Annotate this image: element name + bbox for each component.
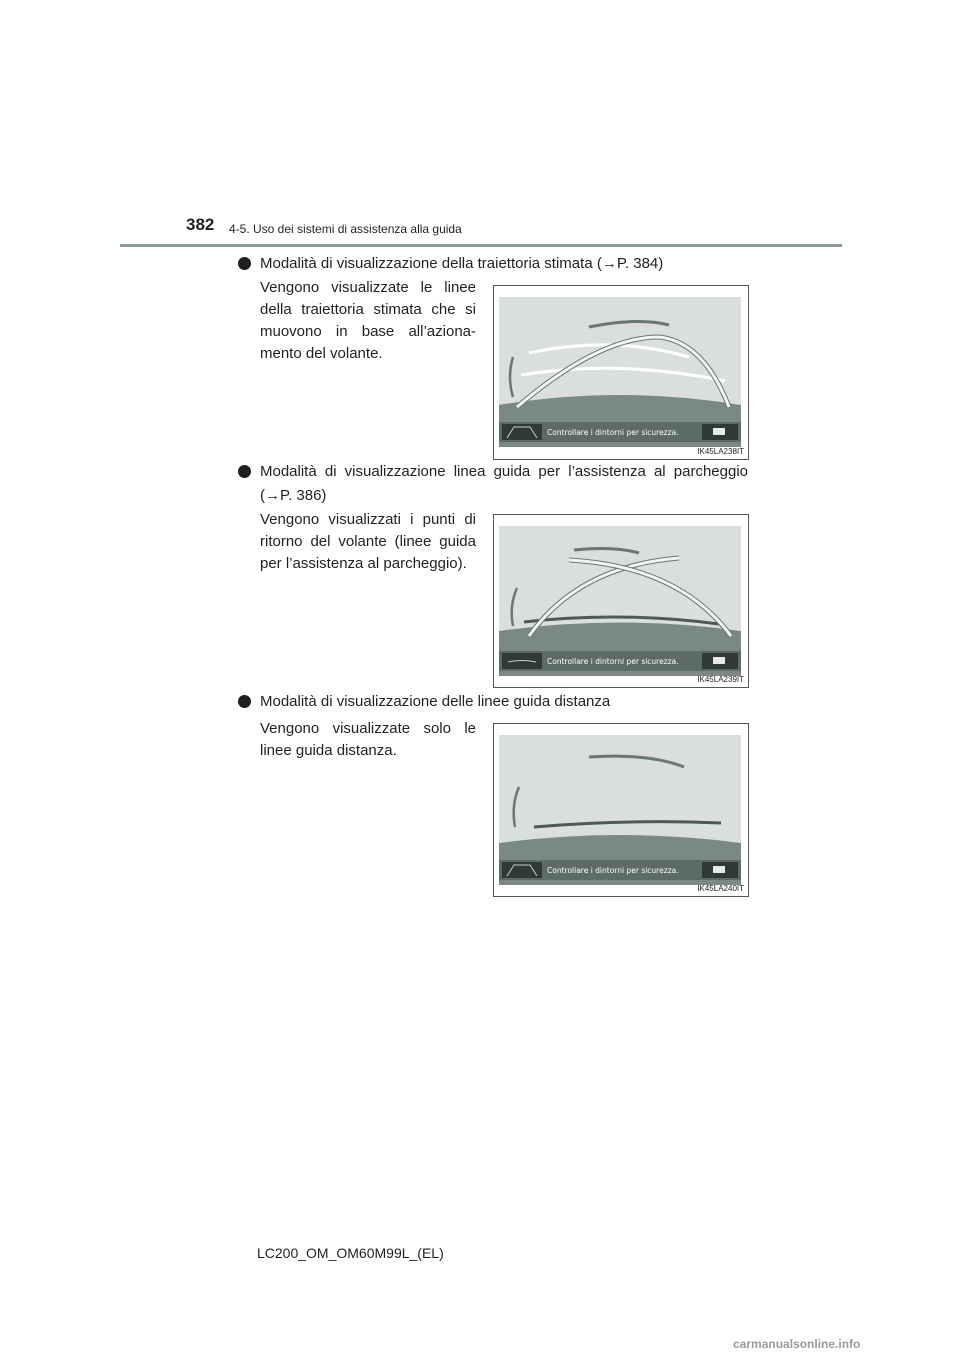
figure-code: IK45LA238IT (697, 447, 744, 456)
document-code: LC200_OM_OM60M99L_(EL) (257, 1245, 444, 1261)
header-rule (120, 244, 842, 247)
mode-1-heading (238, 252, 758, 276)
figure-code: IK45LA239IT (697, 675, 744, 684)
mode-3-description: Vengono visualizzate solo le linee guida distanza. (260, 720, 476, 759)
section-title: 4-5. Uso dei sistemi di assistenza alla guida (229, 222, 462, 236)
bullet-icon (238, 465, 251, 478)
mode-2-title: Modalità di visualizzazione linea guida per l’assistenza al parcheggio (→P. 386) (260, 463, 748, 504)
camera-screen-illustration (499, 735, 741, 885)
mode-1-message: Controllare i dintorni per sicurezza. (547, 428, 679, 437)
page-number: 382 (186, 215, 215, 234)
figure-code: IK45LA240IT (697, 884, 744, 893)
figure-parking-assist-guide (493, 514, 749, 688)
figure-distance-guide (493, 723, 749, 897)
mode-3-heading (238, 690, 758, 714)
mode-3-title: Modalità di visualizzazione delle linee guida distanza (260, 693, 611, 710)
bullet-icon (238, 257, 251, 270)
mode-1-title: Modalità di visualizzazione della traiettoria stimata (→P. 384) (260, 255, 664, 272)
mode-3-message: Controllare i dintorni per sicurezza. (547, 866, 679, 875)
watermark: carmanualsonline.info (733, 1337, 861, 1351)
figure-estimated-trajectory (493, 285, 749, 460)
mode-2-heading (238, 460, 748, 508)
camera-screen-illustration (499, 526, 741, 676)
camera-screen-illustration (499, 297, 741, 447)
mode-1-description: Vengono visualizzate le linee della traiettoria stimata che si muovono in base all’aziona-mento del volante. (260, 279, 476, 362)
mode-2-message: Controllare i dintorni per sicurezza. (547, 657, 679, 666)
mode-2-description: Vengono visualizzati i punti di ritorno del volante (linee guida per l’assistenza al parcheggio). (260, 511, 476, 572)
bullet-icon (238, 695, 251, 708)
